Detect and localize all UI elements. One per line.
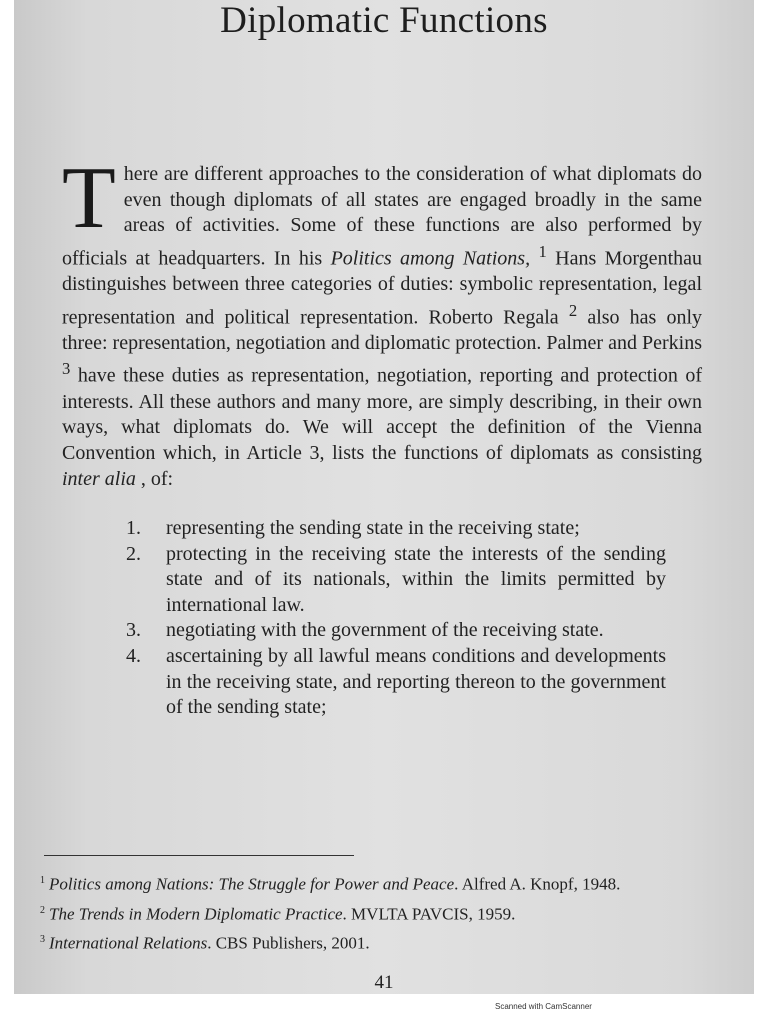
book-page bbox=[14, 0, 754, 994]
list-item bbox=[62, 618, 702, 644]
intro-text-2: Hans Morgenthau distinguishes between three categories of duties: symbolic representation, legal representation and political representation. Roberto Regala bbox=[62, 247, 702, 329]
footnote-mark: 3 bbox=[40, 934, 45, 946]
intro-text-1: here are different approaches to the consideration of what diplomats do even though diplomats of all states are engaged broadly in the same areas of activities. Some of these functions are also performed by officials at headquarters. In his bbox=[62, 163, 702, 270]
page-number: 41 bbox=[374, 972, 394, 993]
footnote bbox=[40, 868, 740, 898]
footnote-mark: 1 bbox=[40, 875, 45, 886]
footnote bbox=[40, 927, 740, 957]
list-number: 1. bbox=[126, 517, 141, 540]
footnote-publisher: . CBS Publishers, 2001. bbox=[207, 933, 370, 953]
footnotes bbox=[40, 868, 740, 957]
list-item bbox=[62, 644, 702, 721]
body-text bbox=[62, 150, 703, 721]
footnote-mark: 2 bbox=[40, 904, 45, 916]
chapter-title: Diplomatic Functions bbox=[220, 0, 548, 41]
list-text: protecting in the receiving state the interests of the sending state and of its nationals, within the limits permitted by international law. bbox=[166, 542, 666, 616]
footnote-title: The Trends in Modern Diplomatic Practice bbox=[49, 904, 343, 924]
footnote-publisher: . Alfred A. Knopf, 1948. bbox=[454, 874, 621, 894]
footnote-title: International Relations bbox=[49, 933, 208, 953]
scanner-watermark: Scanned with CamScanner bbox=[495, 1002, 592, 1011]
intro-text-4: have these duties as representation, negotiation, reporting and protection of interests. All these authors and many more, are simply describing, in their own ways, what diplomats do. We will accept the definition of the Vienna Convention which, in Article 3, lists the functions of diplomats as consisting bbox=[62, 365, 703, 464]
intro-text-3: also has only three: representation, negotiation and diplomatic protection. Palmer and Perkins bbox=[62, 306, 703, 354]
list-text: ascertaining by all lawful means conditions and developments in the receiving state, and reporting thereon to the government of the sending state; bbox=[166, 645, 666, 719]
book-title-italic: Politics among Nations, bbox=[330, 247, 531, 270]
footnote-ref-2: 2 bbox=[568, 300, 578, 320]
inter-alia-italic: inter alia bbox=[62, 467, 136, 490]
footnote-divider bbox=[44, 855, 354, 856]
list-number: 3. bbox=[126, 619, 141, 642]
drop-cap: T bbox=[62, 150, 116, 247]
intro-paragraph bbox=[62, 150, 703, 492]
list-number: 4. bbox=[126, 645, 141, 668]
functions-list bbox=[62, 516, 702, 721]
intro-text-end: , of: bbox=[140, 467, 174, 490]
footnote-ref-3: 3 bbox=[62, 359, 71, 379]
footnote-title: Politics among Nations: The Struggle for Power and Peace bbox=[49, 874, 455, 894]
list-item bbox=[62, 542, 702, 619]
list-text: representing the sending state in the receiving state; bbox=[166, 517, 580, 540]
footnote bbox=[40, 898, 740, 928]
list-text: negotiating with the government of the receiving state. bbox=[166, 619, 604, 642]
footnote-publisher: . MVLTA PAVCIS, 1959. bbox=[342, 904, 516, 924]
footnote-ref-1: 1 bbox=[538, 241, 547, 261]
list-number: 2. bbox=[126, 542, 141, 565]
list-item bbox=[62, 516, 702, 542]
